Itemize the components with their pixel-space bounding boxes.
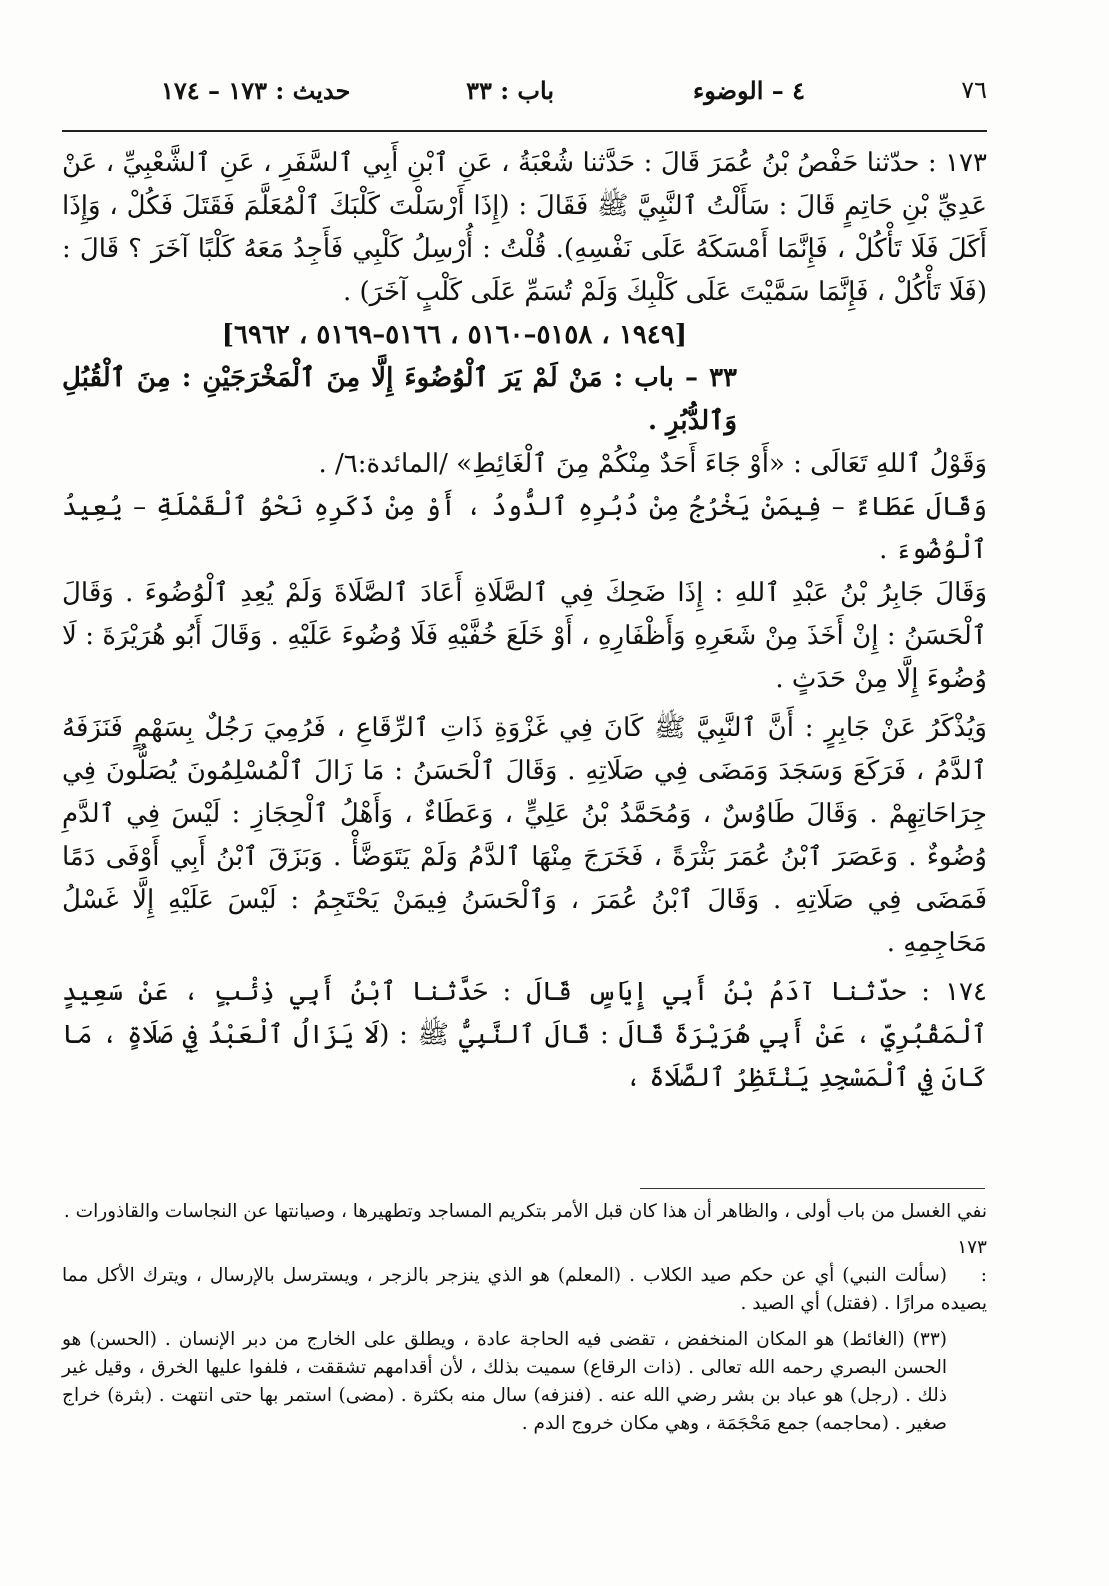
- paragraph-ata: وَقَالَ عَطَاءٌ – فِيمَنْ يَخْرُجُ مِنْ دُبُرِهِ ٱلدُّودُ ، أَوْ مِنْ ذَكَرِهِ نَحْوُ ٱلْقَمْلَةِ – يُعِيدُ ٱلْوُضُوءَ .: [62, 492, 987, 565]
- chapter-title: ٤ – الوضوء: [692, 76, 805, 105]
- page-number: ٧٦: [961, 76, 987, 104]
- hadith-173: ١٧٣ : حدّثنا حَفْصُ بْنُ عُمَرَ قَالَ : حَدَّثنا شُعْبَةُ ، عَنِ ٱبْنِ أَبِي ٱلسَّفَرِ ، عَنِ ٱلشَّعْبِيِّ ، عَنْ عَدِيِّ بْنِ حَاتِمٍ قَالَ : سَأَلْتُ ٱلنَّبِيَّ ﷺ فَقَالَ : (إِذَا أَرْسَلْتَ كَلْبَكَ ٱلْمُعَلَّمَ فَقَتَلَ فَكُلْ ، وَإِذَا أَكَلَ فَلَا تَأْكُلْ ، فَإِنَّمَا أَمْسَكَهُ عَلَى نَفْسِهِ). قُلْتُ : أُرْسِلُ كَلْبِي فَأَجِدُ مَعَهُ كَلْبًا آخَرَ ؟ قَالَ : (فَلَا تَأْكُلْ ، فَإِنَّمَا سَمَّيْتَ عَلَى كَلْبِكَ وَلَمْ تُسَمِّ عَلَى كَلْبٍ آخَرَ) .: [62, 148, 987, 307]
- paragraph-yudhkar: وَيُذْكَرُ عَنْ جَابِرٍ : أَنَّ ٱلنَّبِيَّ ﷺ كَانَ فِي غَزْوَةِ ذَاتِ ٱلرِّقَاعِ ، فَرُمِيَ رَجُلٌ بِسَهْمٍ فَنَزَفَهُ ٱلدَّمُ ، فَرَكَعَ وَسَجَدَ وَمَضَى فِي صَلَاتِهِ . وَقَالَ ٱلْحَسَنُ : مَا زَالَ ٱلْمُسْلِمُونَ يُصَلُّونَ فِي جِرَاحَاتِهِمْ . وَقَالَ طَاوُسٌ ، وَمُحَمَّدُ بْنُ عَلِيٍّ ، وَعَطَاءٌ ، وَأَهْلُ ٱلْحِجَازِ : لَيْسَ فِي ٱلدَّمِ وُضُوءٌ . وَعَصَرَ ٱبْنُ عُمَرَ بَثْرَةً ، فَخَرَجَ مِنْهَا ٱلدَّمُ وَلَمْ يَتَوَضَّأْ . وَبَزَقَ ٱبْنُ أَبِي أَوْفَى دَمًا فَمَضَى فِي صَلَاتِهِ . وَقَالَ ٱبْنُ عُمَرَ ، وَٱلْحَسَنُ فِيمَنْ يَحْتَجِمُ : لَيْسَ عَلَيْهِ إِلَّا غَسْلُ مَحَاجِمِهِ .: [62, 713, 988, 958]
- footnote-33: (٣٣) (الغائط) هو المكان المنخفض ، تقضى فيه الحاجة عادة ، ويطلق على الخارج من دبر الإنسان . (الحسن) هو الحسن البصري رحمه الله تعالى . (ذات الرقاع) سميت بذلك ، لأن أقدامهم تشققت ، فلفوا عليها الخرق ، وقيل غير ذلك . (رجل) هو عباد بن بشر رضي الله عنه . (فنزفه) سال منه بكثرة . (مضى) استمر بها حتى انتهت . (بثرة) خراج صغير . (محاجمه) جمع مَحْجَمَة ، وهي مكان خروج الدم .: [62, 1329, 947, 1434]
- bab-title: ٣٣ – باب : مَنْ لَمْ يَرَ ٱلْوُضُوءَ إِلَّا مِنَ ٱلْمَخْرَجَيْنِ : مِنَ ٱلْقُبُلِ وَٱلدُّبُرِ .: [62, 363, 737, 436]
- footnotes: [62, 1198, 987, 1438]
- paragraph-quran: وَقَوْلُ ٱللهِ تَعَالَى : «أَوْ جَاءَ أَحَدٌ مِنْكُمْ مِنَ ٱلْغَائِطِ» /المائدة:٦/ .: [318, 449, 987, 479]
- hadith-range: حديث : ١٧٣ – ١٧٤: [161, 76, 351, 105]
- footnote-173: [62, 1234, 987, 1318]
- header-divider: [62, 130, 987, 132]
- footnote-continued: نفي الغسل من باب أولى ، والظاهر أن هذا كان قبل الأمر بتكريم المساجد وتطهيرها ، وصيانتها عن النجاسات والقاذورات .: [63, 1201, 987, 1222]
- footnote-173-number: ١٧٣ :: [957, 1237, 987, 1286]
- footnote-173-text: (سألت النبي) أي عن حكم صيد الكلاب . (المعلم) هو الذي ينزجر بالزجر ، ويسترسل بالإرسال ، ويترك الأكل مما يصيده مرارًا . (فقتل) أي الصيد .: [62, 1265, 987, 1314]
- hadith-173-references: [١٩٤٩ ، ٥١٥٨–٥١٦٠ ، ٥١٦٦–٥١٦٩ ، ٦٩٦٢]: [221, 320, 687, 350]
- page-header: [62, 66, 1047, 126]
- bab-number: باب : ٣٣: [466, 76, 554, 105]
- hadith-174: ١٧٤ : حدّثنا آدَمُ بْنُ أَبِي إِيَاسٍ قَالَ : حَدَّثنا ٱبْنُ أَبِي ذِئْبٍ ، عَنْ سَعِيدٍ ٱلْمَقْبُرِيِّ ، عَنْ أَبِي هُرَيْرَةَ قَالَ : قَالَ ٱلنَّبِيُّ ﷺ : (لَا يَزَالُ ٱلْعَبْدُ فِي صَلَاةٍ ، مَا كَانَ فِي ٱلْمَسْجِدِ يَنْتَظِرُ ٱلصَّلَاةَ ،: [62, 977, 987, 1093]
- paragraph-jabir: وَقَالَ جَابِرُ بْنُ عَبْدِ ٱللهِ : إِذَا ضَحِكَ فِي ٱلصَّلَاةِ أَعَادَ ٱلصَّلَاةَ وَلَمْ يُعِدِ ٱلْوُضُوءَ . وَقَالَ ٱلْحَسَنُ : إِنْ أَخَذَ مِنْ شَعَرِهِ وَأَظْفَارِهِ ، أَوْ خَلَعَ خُفَّيْهِ فَلَا وُضُوءَ عَلَيْهِ . وَقَالَ أَبُو هُرَيْرَةَ : لَا وُضُوءَ إِلَّا مِنْ حَدَثٍ .: [62, 578, 987, 694]
- main-text: [62, 142, 987, 1100]
- footnote-divider: [640, 1188, 985, 1189]
